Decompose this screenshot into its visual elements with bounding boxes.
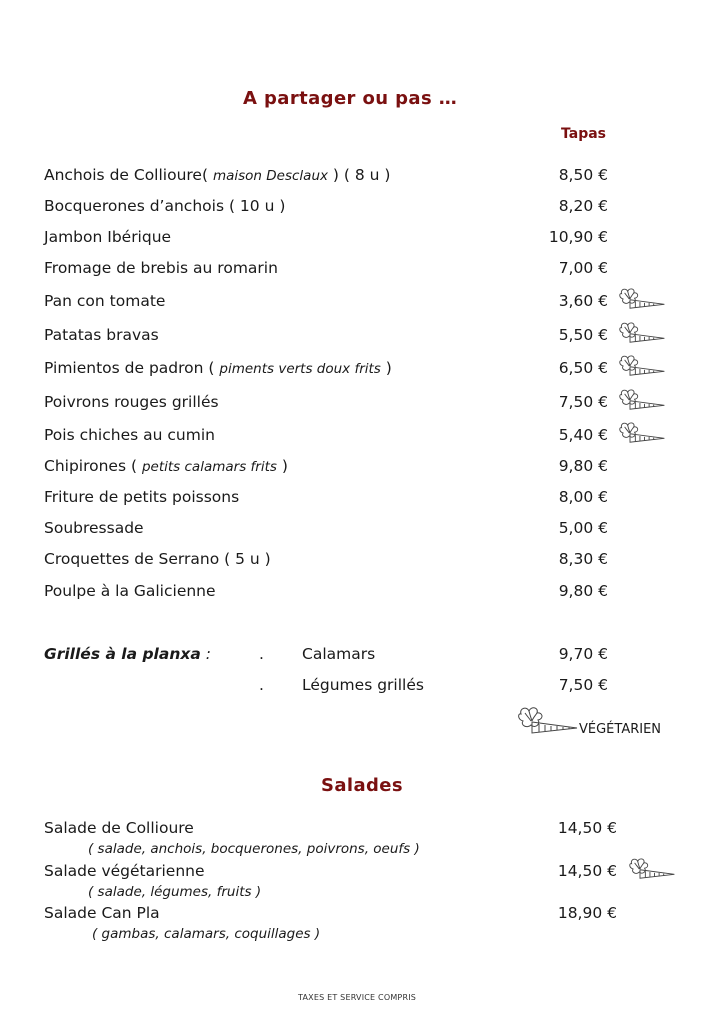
tapas-item — [44, 326, 159, 344]
tapas-item — [44, 488, 239, 506]
tapas-item — [44, 197, 285, 215]
tapas-item-price: 9,80 € — [558, 582, 608, 600]
carrot-icon — [517, 704, 581, 738]
section-title-salades: Salades — [321, 775, 404, 796]
tapas-item — [44, 550, 271, 568]
tapas-item-note-close: ) — [328, 166, 339, 184]
planxa-colon: : — [200, 645, 211, 663]
vegetarian-legend — [517, 704, 682, 740]
planxa-item-price: 9,70 € — [558, 645, 608, 663]
tapas-item-name: Croquettes de Serrano ( 5 u ) — [44, 550, 271, 568]
section-title-tapas: A partager ou pas … — [243, 88, 458, 109]
tapas-item — [44, 228, 171, 246]
column-header-tapas: Tapas — [561, 126, 606, 142]
planxa-item-name: Légumes grillés — [302, 676, 424, 694]
planxa-item-name: Calamars — [302, 645, 376, 663]
tapas-item-name: Pan con tomate — [44, 292, 166, 310]
tapas-item-name: Poulpe à la Galicienne — [44, 582, 216, 600]
carrot-icon — [618, 420, 668, 446]
tapas-item-name: Friture de petits poissons — [44, 488, 240, 506]
tapas-item — [44, 582, 216, 600]
tapas-item-price: 7,50 € — [558, 393, 608, 411]
salade-item-description: ( salade, légumes, fruits ) — [88, 884, 262, 900]
tapas-item-name: Jambon Ibérique — [44, 228, 172, 246]
tapas-item-note: petits calamars frits — [141, 459, 277, 475]
tapas-item-note: piments verts doux frits — [219, 361, 381, 377]
tapas-item-name: Anchois de Collioure — [44, 166, 202, 184]
carrot-icon — [618, 320, 668, 346]
tapas-item-name: Chipirones — [44, 457, 127, 475]
tapas-item — [44, 393, 219, 411]
tapas-item-price: 9,80 € — [558, 457, 608, 475]
planxa-bullet: . — [259, 676, 264, 694]
tapas-item-name: Poivrons rouges grillés — [44, 393, 219, 411]
tapas-item-name: Pimientos de padron — [44, 359, 204, 377]
planxa-bullet: . — [259, 645, 264, 663]
tapas-item-price: 8,20 € — [558, 197, 608, 215]
tapas-item — [44, 166, 390, 184]
carrot-icon — [628, 856, 678, 882]
tapas-item-note-close: ) — [276, 457, 288, 475]
tapas-item-price: 8,30 € — [558, 550, 608, 568]
tapas-item-price: 5,00 € — [558, 519, 608, 537]
tapas-item-name: Pois chiches au cumin — [44, 426, 215, 444]
tapas-item — [44, 359, 392, 377]
tapas-item-name: Soubressade — [44, 519, 144, 537]
tapas-item-price: 7,00 € — [558, 259, 608, 277]
tapas-item-price: 3,60 € — [558, 292, 608, 310]
salade-item-price: 14,50 € — [557, 819, 617, 837]
planxa-label — [44, 645, 211, 663]
carrot-icon — [618, 286, 668, 312]
tapas-item-name: Patatas bravas — [44, 326, 159, 344]
salade-item-price: 14,50 € — [557, 862, 617, 880]
salade-item-description: ( salade, anchois, bocquerones, poivrons, oeufs ) — [88, 841, 420, 857]
tapas-item-note-open: ( — [203, 359, 220, 377]
tapas-item-price: 8,00 € — [558, 488, 608, 506]
tapas-item — [44, 519, 144, 537]
salade-item-description: ( gambas, calamars, coquillages ) — [92, 926, 321, 942]
tapas-item-price: 10,90 € — [548, 228, 608, 246]
tapas-item-name: Fromage de brebis au romarin — [44, 259, 278, 277]
salade-item-name: Salade végétarienne — [44, 862, 205, 880]
salade-item-price: 18,90 € — [557, 904, 617, 922]
tapas-item — [44, 426, 215, 444]
carrot-icon — [618, 353, 668, 379]
tapas-item — [44, 259, 278, 277]
tapas-item-note-close: ) — [380, 359, 392, 377]
planxa-label-text: Grillés à la planxa — [44, 645, 201, 663]
carrot-icon — [618, 387, 668, 413]
tapas-item-price: 8,50 € — [558, 166, 608, 184]
tapas-item-note-open: ( — [201, 166, 213, 184]
tapas-item-price: 5,50 € — [558, 326, 608, 344]
tapas-item-note: maison Desclaux — [212, 168, 328, 184]
tapas-item — [44, 292, 165, 310]
planxa-item-price: 7,50 € — [558, 676, 608, 694]
tapas-item-price: 6,50 € — [558, 359, 608, 377]
salade-item-name: Salade de Collioure — [44, 819, 194, 837]
tapas-item — [44, 457, 288, 475]
tapas-item-name: Bocquerones d’anchois ( 10 u ) — [44, 197, 286, 215]
tapas-item-suffix: ( 8 u ) — [338, 166, 391, 184]
tapas-item-note-open: ( — [126, 457, 142, 475]
footer-note: TAXES ET SERVICE COMPRIS — [298, 993, 417, 1002]
tapas-item-price: 5,40 € — [558, 426, 608, 444]
vegetarian-legend-label: VÉGÉTARIEN — [579, 722, 662, 737]
salade-item-name: Salade Can Pla — [44, 904, 160, 922]
